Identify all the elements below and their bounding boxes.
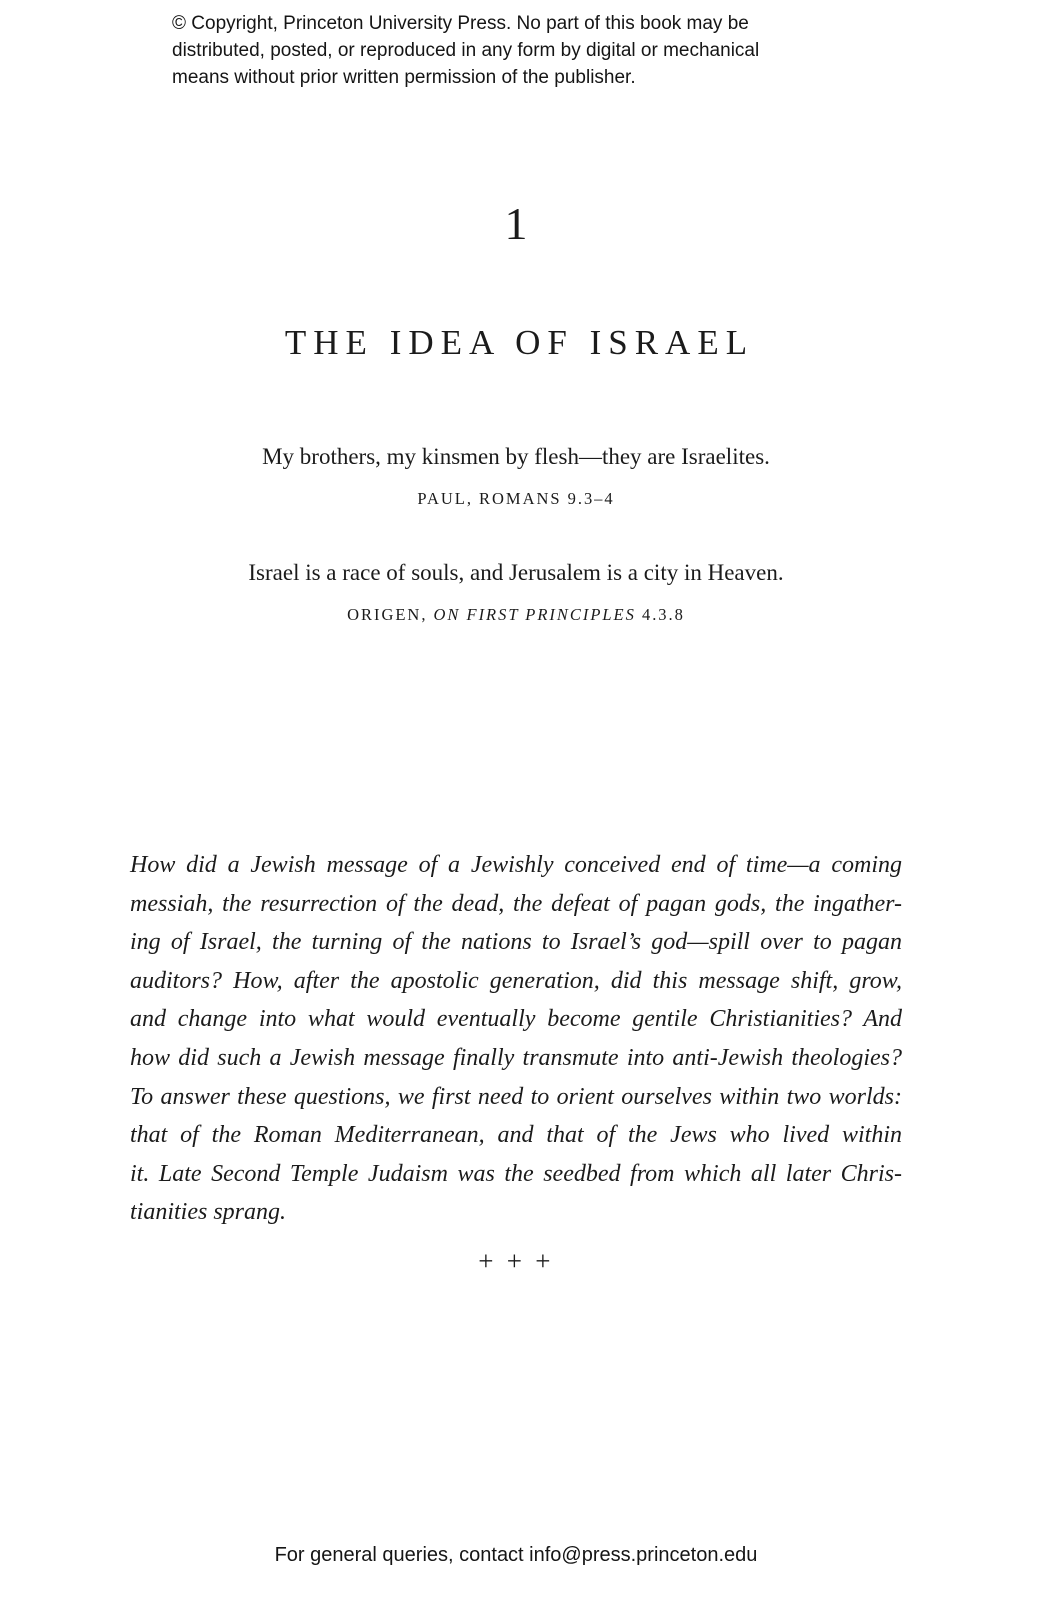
body-line: ing of Israel, the turning of the nations to Israel’s god—spill over to pagan [130, 929, 902, 956]
body-line: tianities sprang. [130, 1199, 287, 1226]
attribution-text: PAUL, ROMANS 9.3–4 [417, 489, 615, 508]
epigraph-quote: Israel is a race of souls, and Jerusalem is a city in Heaven. [248, 560, 784, 585]
attribution-text: ORIGEN, [347, 605, 434, 624]
copyright-notice [172, 10, 872, 91]
body-line: how did such a Jewish message finally transmute into anti-Jewish theologies? [130, 1044, 902, 1071]
attribution-reference: 4.3.8 [635, 605, 685, 624]
body-line: messiah, the resurrection of the dead, the defeat of pagan gods, the ingather- [130, 890, 902, 917]
body-line: and change into what would eventually become gentile Christianities? And [130, 1006, 902, 1033]
copyright-line: distributed, posted, or reproduced in any form by digital or mechanical [172, 40, 760, 61]
body-line: that of the Roman Mediterranean, and that of the Jews who lived within [130, 1122, 902, 1149]
copyright-line: © Copyright, Princeton University Press. No part of this book may be [172, 13, 749, 34]
epigraph-quote: My brothers, my kinsmen by flesh—they are Israelites. [262, 444, 770, 469]
body-line: How did a Jewish message of a Jewishly conceived end of time—a coming [130, 852, 902, 878]
body-line: auditors? How, after the apostolic generation, did this message shift, grow, [130, 967, 902, 994]
copyright-line: means without prior written permission of the publisher. [172, 67, 636, 88]
body-paragraph [130, 846, 902, 1232]
chapter-number: 1 [504, 198, 528, 249]
body-line: it. Late Second Temple Judaism was the seedbed from which all later Chris- [130, 1160, 902, 1187]
epigraph-attribution [130, 489, 902, 509]
footer-contact: For general queries, contact info@press.princeton.edu [274, 1544, 758, 1566]
section-divider: + + + [478, 1246, 554, 1276]
body-line: To answer these questions, we first need to orient ourselves within two worlds: [130, 1083, 902, 1110]
epigraph-attribution [130, 605, 902, 625]
attribution-work-title: ON FIRST PRINCIPLES [433, 605, 636, 624]
chapter-title: THE IDEA OF ISRAEL [284, 323, 755, 362]
